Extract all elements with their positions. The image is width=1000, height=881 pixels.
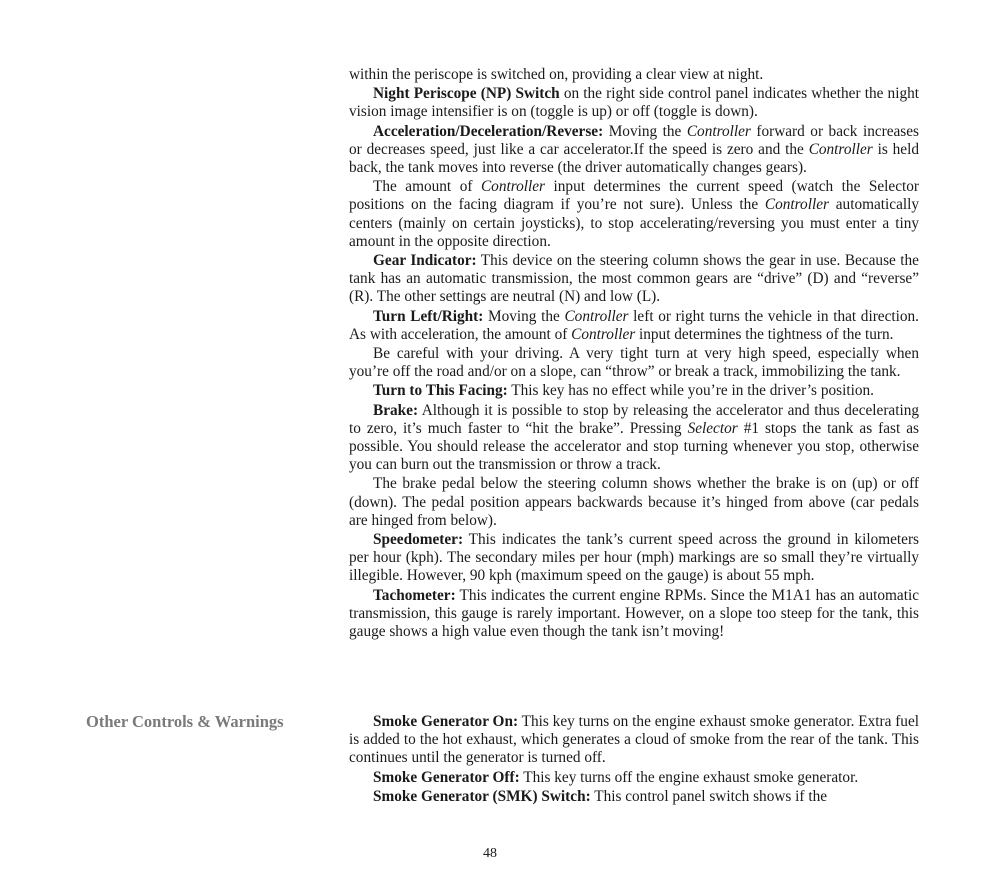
text-run: left or right turns the vehicle in that direction. As with acceleration, the amount of [349, 307, 919, 343]
text-run: automatically centers (mainly on certain joysticks), to stop accelerating/reversing you must enter a tiny amount in the opposite direction. [349, 196, 920, 250]
term-heading: Smoke Generator On: [373, 713, 519, 730]
text-run: This control panel switch shows if the [590, 787, 828, 805]
text-run: This key turns off the engine exhaust smoke generator. [519, 768, 859, 786]
other-controls-text [349, 713, 919, 806]
term-heading: Gear Indicator: [373, 252, 477, 270]
term-heading: Smoke Generator (SMK) Switch: [373, 787, 591, 805]
emphasis: Selector [687, 419, 738, 437]
page-number: 48 [483, 846, 497, 861]
paragraph [349, 587, 919, 642]
term-heading: Smoke Generator Off: [373, 768, 520, 786]
paragraph [349, 475, 919, 530]
text-run: Moving the [603, 122, 687, 140]
paragraph [349, 66, 919, 84]
term-heading: Tachometer: [373, 586, 456, 604]
paragraph [349, 85, 919, 121]
paragraph [349, 769, 919, 787]
text-run: Although it is possible to stop by releasing the accelerator and thus decelerating to zero, it’s much faster to “hit the brake”. Pressing [349, 401, 919, 437]
emphasis: Controller [571, 325, 636, 343]
paragraph [349, 382, 919, 400]
text-run: The amount of [373, 178, 481, 196]
text-run: This indicates the tank’s current speed across the ground in kilometers per hour (kph). The secondary miles per hour (mph) markings are so small they’re virtually illegible. However, 90 kph (maximum speed on the gauge) is about 55 mph. [349, 531, 919, 585]
text-run: input determines the current speed (watch the Selector positions on the facing diagram if you’re not sure). Unless the [349, 178, 919, 214]
paragraph [349, 788, 919, 806]
text-run: within the periscope is switched on, providing a clear view at night. [349, 66, 764, 83]
emphasis: Controller [564, 307, 629, 325]
emphasis: Controller [764, 196, 829, 214]
paragraph [349, 713, 919, 768]
term-heading: Turn Left/Right: [373, 307, 484, 325]
text-run: This key has no effect while you’re in the driver’s position. [507, 382, 874, 400]
paragraph [349, 178, 919, 251]
text-run: This indicates the current engine RPMs. Since the M1A1 has an automatic transmission, this gauge is rarely important. However, on a slope too steep for the tank, this gauge shows a high value even though the tank isn’t moving! [349, 586, 919, 641]
text-run: The brake pedal below the steering column shows whether the brake is on (up) or off (down). The pedal position appears backwards because it’s hinged from above (car pedals are hinged from below). [349, 475, 919, 529]
text-run: Moving the [483, 307, 565, 325]
text-run: is held back, the tank moves into reverse (the driver automatically changes gears). [349, 140, 919, 177]
section-heading-other-controls: Other Controls & Warnings [86, 712, 284, 731]
text-run: on the right side control panel indicates whether the night vision image intensifier is on (toggle is up) or off (toggle is down). [349, 85, 920, 121]
term-heading: Night Periscope (NP) Switch [373, 85, 560, 103]
paragraph [349, 308, 919, 344]
text-run: forward or back increases or decreases speed, just like a car accelerator.If the speed is zero and the [349, 122, 919, 158]
emphasis: Controller [480, 178, 546, 196]
text-run: Be careful with your driving. A very tight turn at very high speed, especially when you’re off the road and/or on a slope, can “throw” or break a track, immobilizing the tank. [349, 345, 919, 381]
paragraph [349, 123, 919, 178]
text-run: This key turns on the engine exhaust smoke generator. Extra fuel is added to the hot exhaust, which generates a cloud of smoke from the rear of the tank. This continues until the generator is turned off. [349, 713, 919, 767]
text-run: input determines the tightness of the turn. [635, 325, 894, 343]
text-run: This device on the steering column shows the gear in use. Because the tank has an automatic transmission, the most common gears are “drive” (D) and “reverse” (R). The other settings are neutral (N) and low (L). [349, 252, 919, 306]
paragraph [349, 345, 919, 381]
emphasis: Controller [808, 140, 873, 158]
text-run: #1 stops the tank as fast as possible. You should release the accelerator and stop turning whenever you stop, otherwise you can burn out the transmission or throw a track. [349, 419, 919, 474]
main-text-column [349, 66, 919, 641]
emphasis: Controller [686, 122, 751, 140]
paragraph [349, 252, 919, 307]
term-heading: Speedometer: [373, 531, 464, 549]
term-heading: Turn to This Facing: [373, 382, 508, 400]
term-heading: Brake: [373, 401, 419, 419]
paragraph [349, 531, 919, 586]
term-heading: Acceleration/Deceleration/Reverse: [373, 122, 604, 140]
paragraph [349, 402, 919, 475]
